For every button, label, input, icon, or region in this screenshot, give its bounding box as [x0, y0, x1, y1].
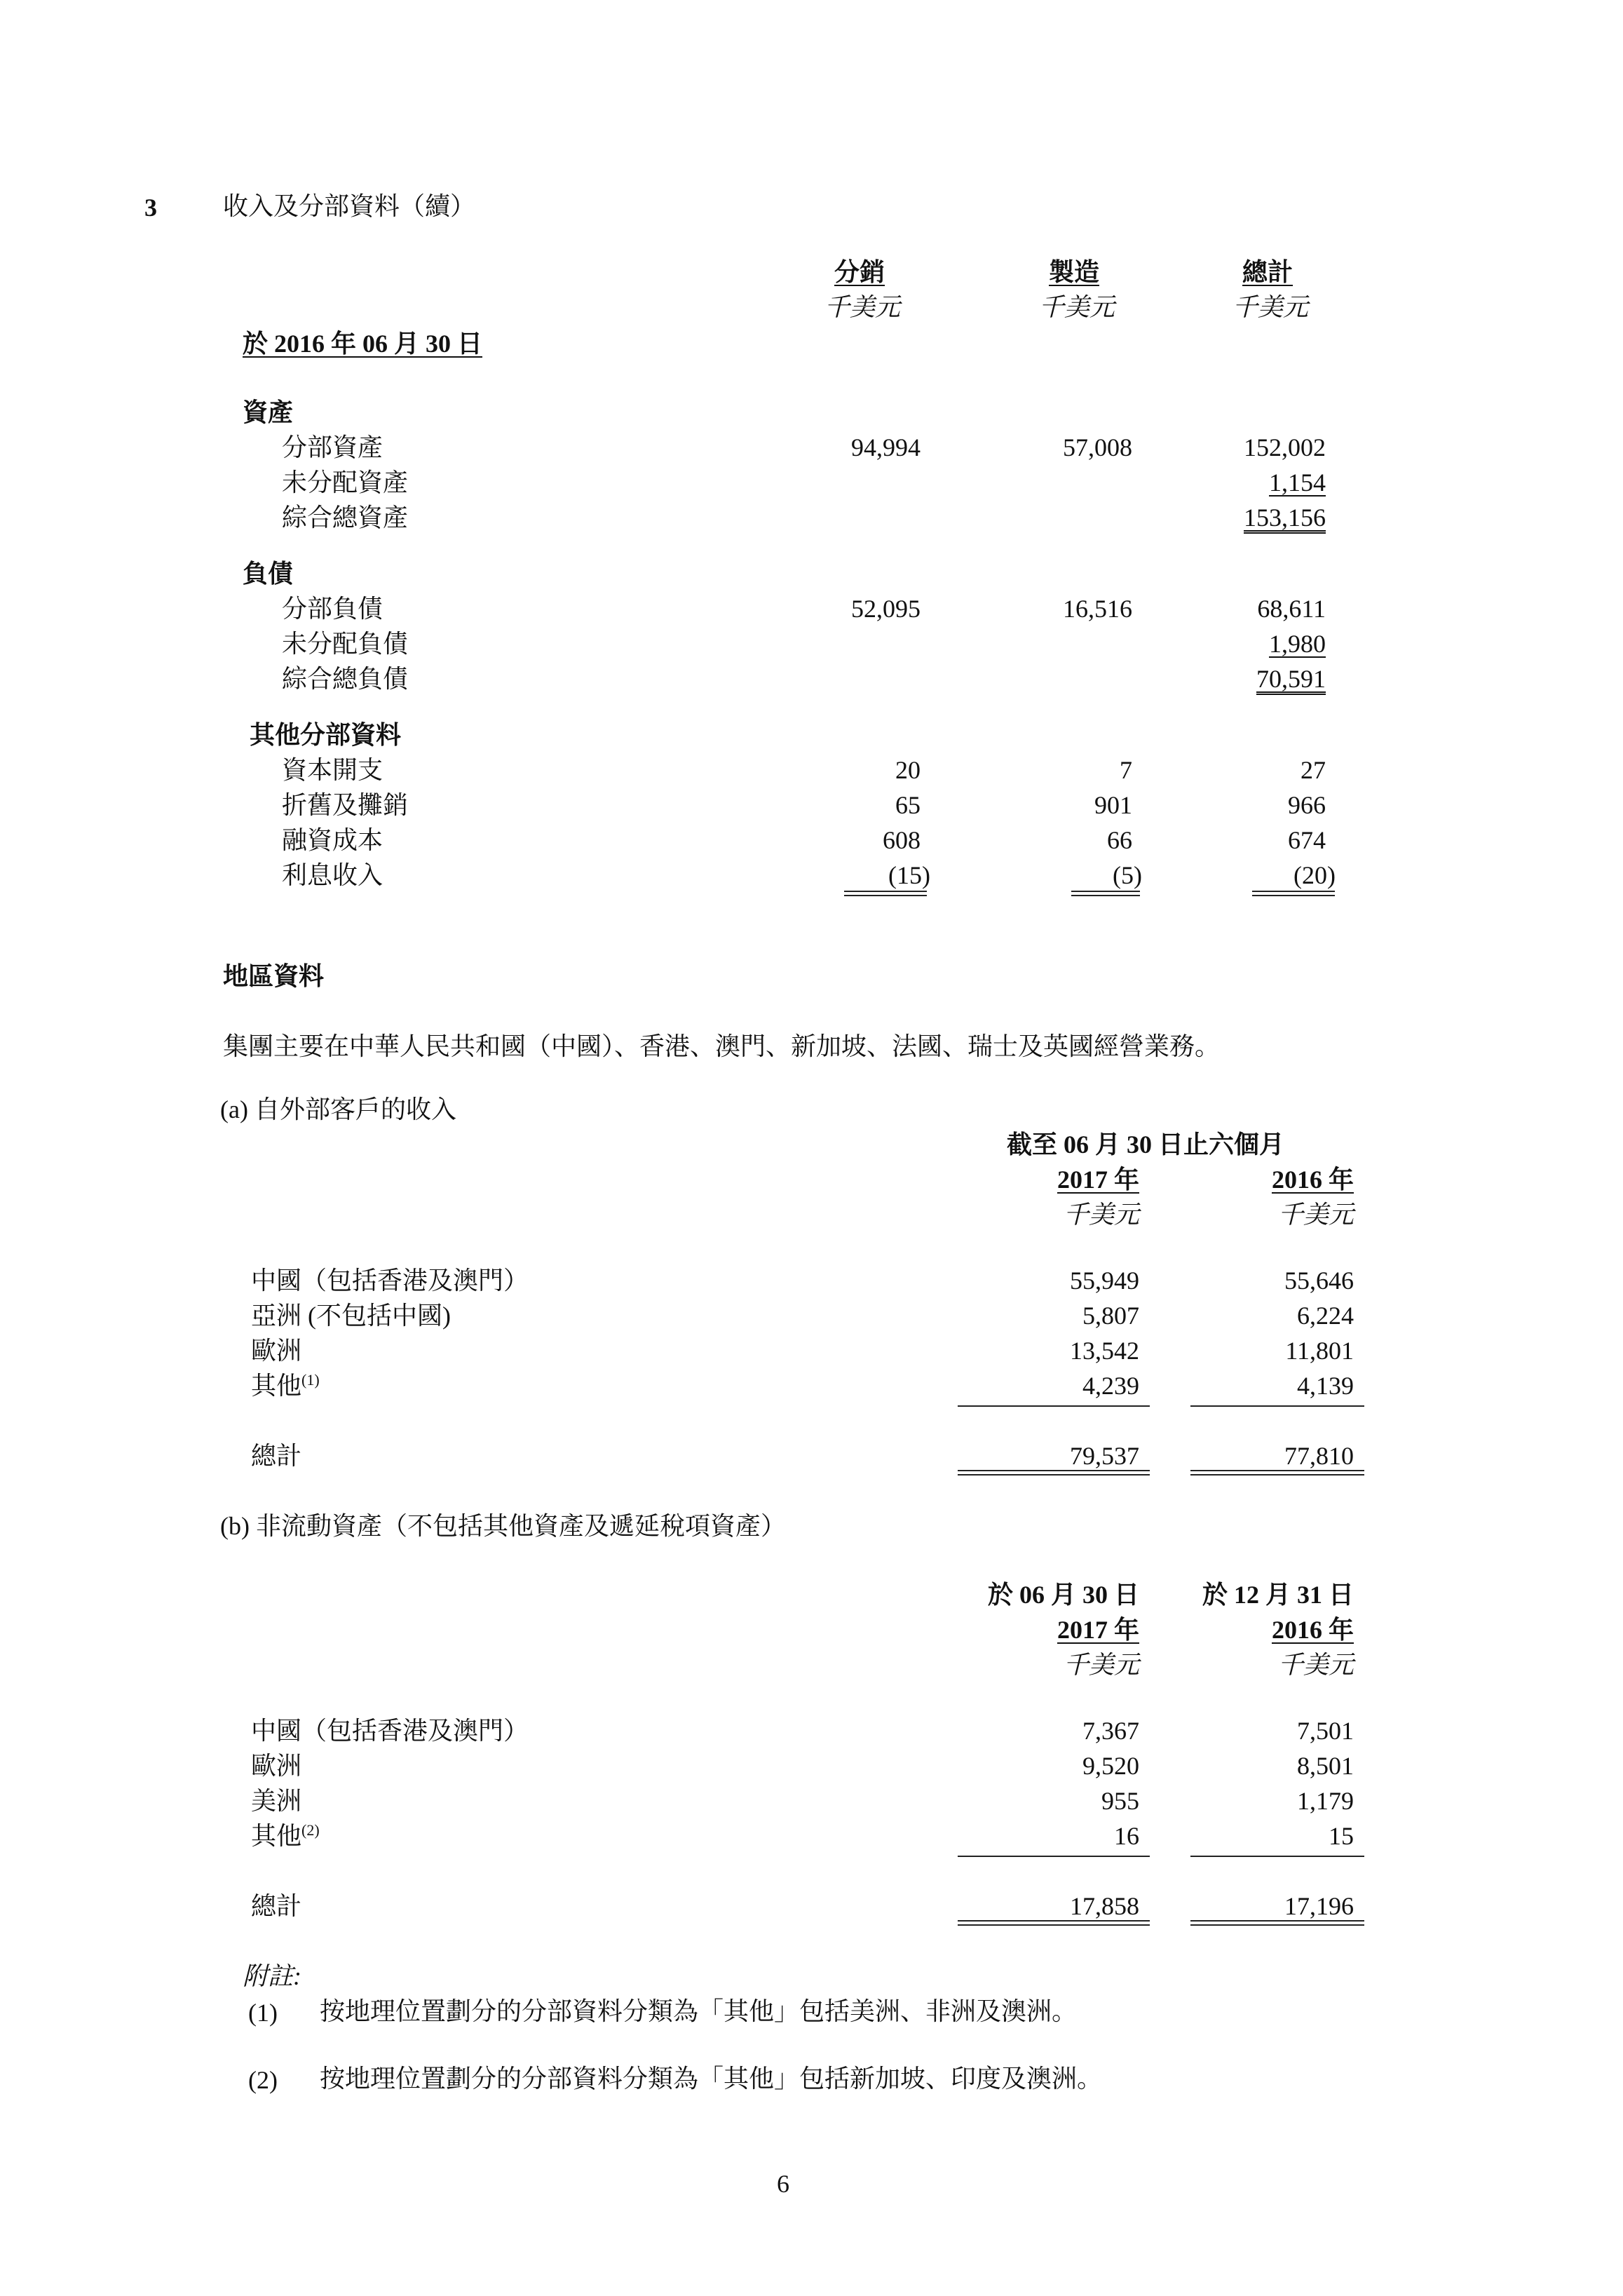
col-header-total: 總計	[1242, 258, 1293, 286]
revenue-label: (a) 自外部客戶的收入	[220, 1095, 456, 1123]
cell-value: 7	[1120, 756, 1132, 784]
note-marker: (2)	[248, 2066, 278, 2094]
cell-value: 1,154	[1269, 468, 1326, 497]
cell-value: 7,367	[1082, 1717, 1139, 1745]
row-label: 中國（包括香港及澳門）	[251, 1717, 529, 1745]
row-label-other: 其他$^{(1)}$	[251, 1371, 320, 1400]
total-value: 79,537	[1070, 1442, 1139, 1470]
revenue-period: 截至 06 月 30 日止六個月	[1007, 1130, 1285, 1159]
total-double-rule	[958, 1920, 1150, 1926]
group-heading-other: 其他分部資料	[250, 721, 402, 749]
noncurrent-date-2017: 於 06 月 30 日	[987, 1581, 1139, 1609]
revenue-year-2017: 2017 年	[1057, 1166, 1139, 1194]
noncurrent-date-2016: 於 12 月 31 日	[1202, 1581, 1354, 1609]
col-header-distribution: 分銷	[834, 258, 885, 286]
notes-heading: 附註:	[243, 1962, 301, 1990]
row-label: 歐洲	[251, 1752, 302, 1780]
double-rule	[844, 891, 927, 896]
cell-value: 1,179	[1297, 1787, 1354, 1815]
cell-value: 70,591	[1256, 665, 1326, 693]
total-value: 77,810	[1284, 1442, 1354, 1470]
row-label: 中國（包括香港及澳門）	[251, 1267, 529, 1295]
row-label: 利息收入	[282, 861, 383, 889]
total-double-rule	[1190, 1920, 1364, 1926]
cell-value: 1,980	[1269, 630, 1326, 658]
col-unit-manufacturing: 千美元	[1039, 293, 1115, 321]
cell-value: 57,008	[1063, 433, 1132, 461]
noncurrent-unit-2016: 千美元	[1277, 1651, 1354, 1679]
noncurrent-label: (b) 非流動資產（不包括其他資產及遞延稅項資產）	[220, 1512, 786, 1540]
row-label: 未分配負債	[282, 630, 409, 658]
cell-value: 901	[1094, 791, 1132, 819]
footnote-ref: (2)	[301, 1821, 320, 1839]
cell-value: 16,516	[1063, 595, 1132, 623]
total-label: 總計	[251, 1892, 302, 1920]
revenue-unit-2017: 千美元	[1063, 1201, 1139, 1229]
noncurrent-year-2016: 2016 年	[1271, 1616, 1354, 1644]
note-text: 按地理位置劃分的分部資料分類為「其他」包括新加坡、印度及澳洲。	[320, 2065, 1103, 2093]
revenue-year-2016: 2016 年	[1271, 1166, 1354, 1194]
cell-value: 955	[1101, 1787, 1139, 1815]
row-label: 綜合總資產	[282, 504, 409, 532]
cell-value: 13,542	[1070, 1337, 1139, 1365]
row-label: 折舊及攤銷	[282, 791, 409, 819]
cell-value: (20)	[1293, 861, 1336, 889]
note-text: 按地理位置劃分的分部資料分類為「其他」包括美洲、非洲及澳洲。	[320, 1997, 1078, 2025]
total-value: 17,196	[1284, 1892, 1354, 1920]
row-label: 資本開支	[282, 756, 383, 784]
noncurrent-unit-2017: 千美元	[1063, 1651, 1139, 1679]
cell-value: 55,949	[1070, 1267, 1139, 1295]
double-rule	[1071, 891, 1140, 896]
cell-value: 7,501	[1297, 1717, 1354, 1745]
cell-value: 152,002	[1244, 433, 1326, 461]
page-number: 6	[777, 2170, 789, 2198]
row-label: 美洲	[251, 1787, 302, 1815]
cell-value: 4,239	[1082, 1372, 1139, 1400]
row-label: 歐洲	[251, 1337, 302, 1365]
cell-value: 966	[1288, 791, 1326, 819]
subtotal-rule	[958, 1856, 1150, 1857]
cell-value: 55,646	[1284, 1267, 1354, 1295]
subtotal-rule	[1190, 1405, 1364, 1407]
cell-value: 6,224	[1297, 1302, 1354, 1330]
cell-value: 608	[883, 826, 921, 854]
col-header-manufacturing: 製造	[1049, 258, 1100, 286]
cell-value: 11,801	[1285, 1337, 1354, 1365]
subtotal-rule	[1190, 1856, 1364, 1857]
cell-value: (15)	[888, 861, 930, 889]
total-label: 總計	[251, 1442, 302, 1470]
cell-value: 5,807	[1082, 1302, 1139, 1330]
section-title: 收入及分部資料（續）	[223, 192, 476, 220]
noncurrent-year-2017: 2017 年	[1057, 1616, 1139, 1644]
group-heading-liabilities: 負債	[243, 560, 294, 588]
cell-value: 15	[1329, 1822, 1354, 1850]
group-heading-assets: 資產	[243, 398, 294, 426]
total-value: 17,858	[1070, 1892, 1139, 1920]
row-label: 分部資產	[282, 433, 383, 461]
cell-value: 65	[895, 791, 921, 819]
cell-value: 8,501	[1297, 1752, 1354, 1780]
col-unit-distribution: 千美元	[824, 293, 901, 321]
double-rule	[1252, 891, 1335, 896]
cell-value: 20	[895, 756, 921, 784]
subtotal-rule	[958, 1405, 1150, 1407]
section-number: 3	[144, 194, 157, 222]
row-label-other: 其他$^{(2)}$	[251, 1821, 320, 1850]
row-label: 未分配資產	[282, 468, 409, 497]
row-label: 融資成本	[282, 826, 383, 854]
cell-value: 68,611	[1257, 595, 1326, 623]
cell-value: 674	[1288, 826, 1326, 854]
cell-value: (5)	[1113, 861, 1142, 889]
geo-intro: 集團主要在中華人民共和國（中國）、香港、澳門、新加坡、法國、瑞士及英國經營業務。	[223, 1032, 1221, 1060]
segment-date-label: 於 2016 年 06 月 30 日	[243, 330, 483, 358]
footnote-ref: (1)	[301, 1371, 320, 1389]
cell-value: 153,156	[1244, 504, 1326, 532]
cell-value: 52,095	[851, 595, 921, 623]
cell-value: 94,994	[851, 433, 921, 461]
cell-value: 27	[1301, 756, 1326, 784]
geo-heading: 地區資料	[223, 962, 325, 990]
cell-value: 4,139	[1297, 1372, 1354, 1400]
revenue-unit-2016: 千美元	[1277, 1201, 1354, 1229]
total-double-rule	[1190, 1470, 1364, 1475]
row-label: 亞洲 (不包括中國)	[251, 1302, 451, 1330]
col-unit-total: 千美元	[1232, 293, 1309, 321]
cell-value: 66	[1107, 826, 1132, 854]
row-label: 分部負債	[282, 595, 383, 623]
note-marker: (1)	[248, 1999, 278, 2027]
total-double-rule	[958, 1470, 1150, 1475]
row-label: 綜合總負債	[282, 665, 409, 693]
cell-value: 9,520	[1082, 1752, 1139, 1780]
cell-value: 16	[1114, 1822, 1139, 1850]
